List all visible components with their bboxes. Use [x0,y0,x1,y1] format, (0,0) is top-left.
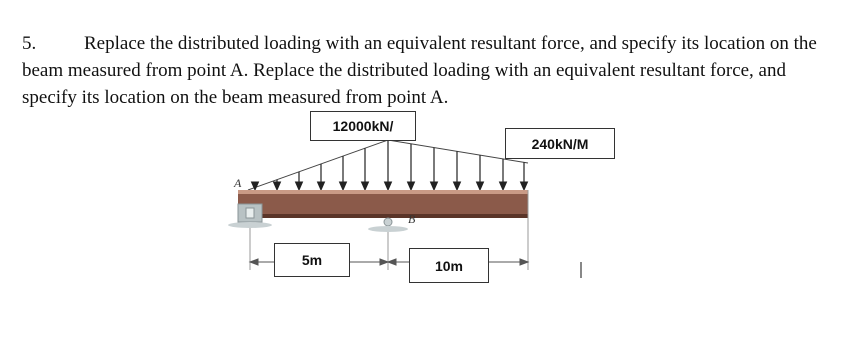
load-arrows [252,140,528,190]
load-arrow-head [477,182,484,190]
load-arrow-head [296,182,303,190]
load-arrow-head [362,182,369,190]
load-arrow-head [318,182,325,190]
point-b-label: B [408,212,416,226]
problem-number: 5. [22,33,37,54]
load-arrow-head [385,182,392,190]
point-a-label: A [234,176,242,190]
peak-load-label: 12000kN/ [310,111,416,141]
beam-bottom-flange [238,214,528,218]
problem-text: Replace the distributed loading with an equivalent resultant force, and specify its location on the beam measured from point A. Replace the distributed loading with an equivalent resultant force, and specify its location on the beam measured from point A. [22,33,817,108]
load-arrow-head [340,182,347,190]
load-arrow-head [521,182,528,190]
load-arrow-head [500,182,507,190]
span-2-label: 10m [409,248,489,283]
span-1-label: 5m [274,243,350,277]
load-arrow-head [431,182,438,190]
load-arrow-head [274,182,281,190]
load-arrow-head [408,182,415,190]
load-arrow-head [454,182,461,190]
beam-top-flange [238,190,528,194]
beam [238,190,528,218]
end-load-label: 240kN/M [505,128,615,159]
